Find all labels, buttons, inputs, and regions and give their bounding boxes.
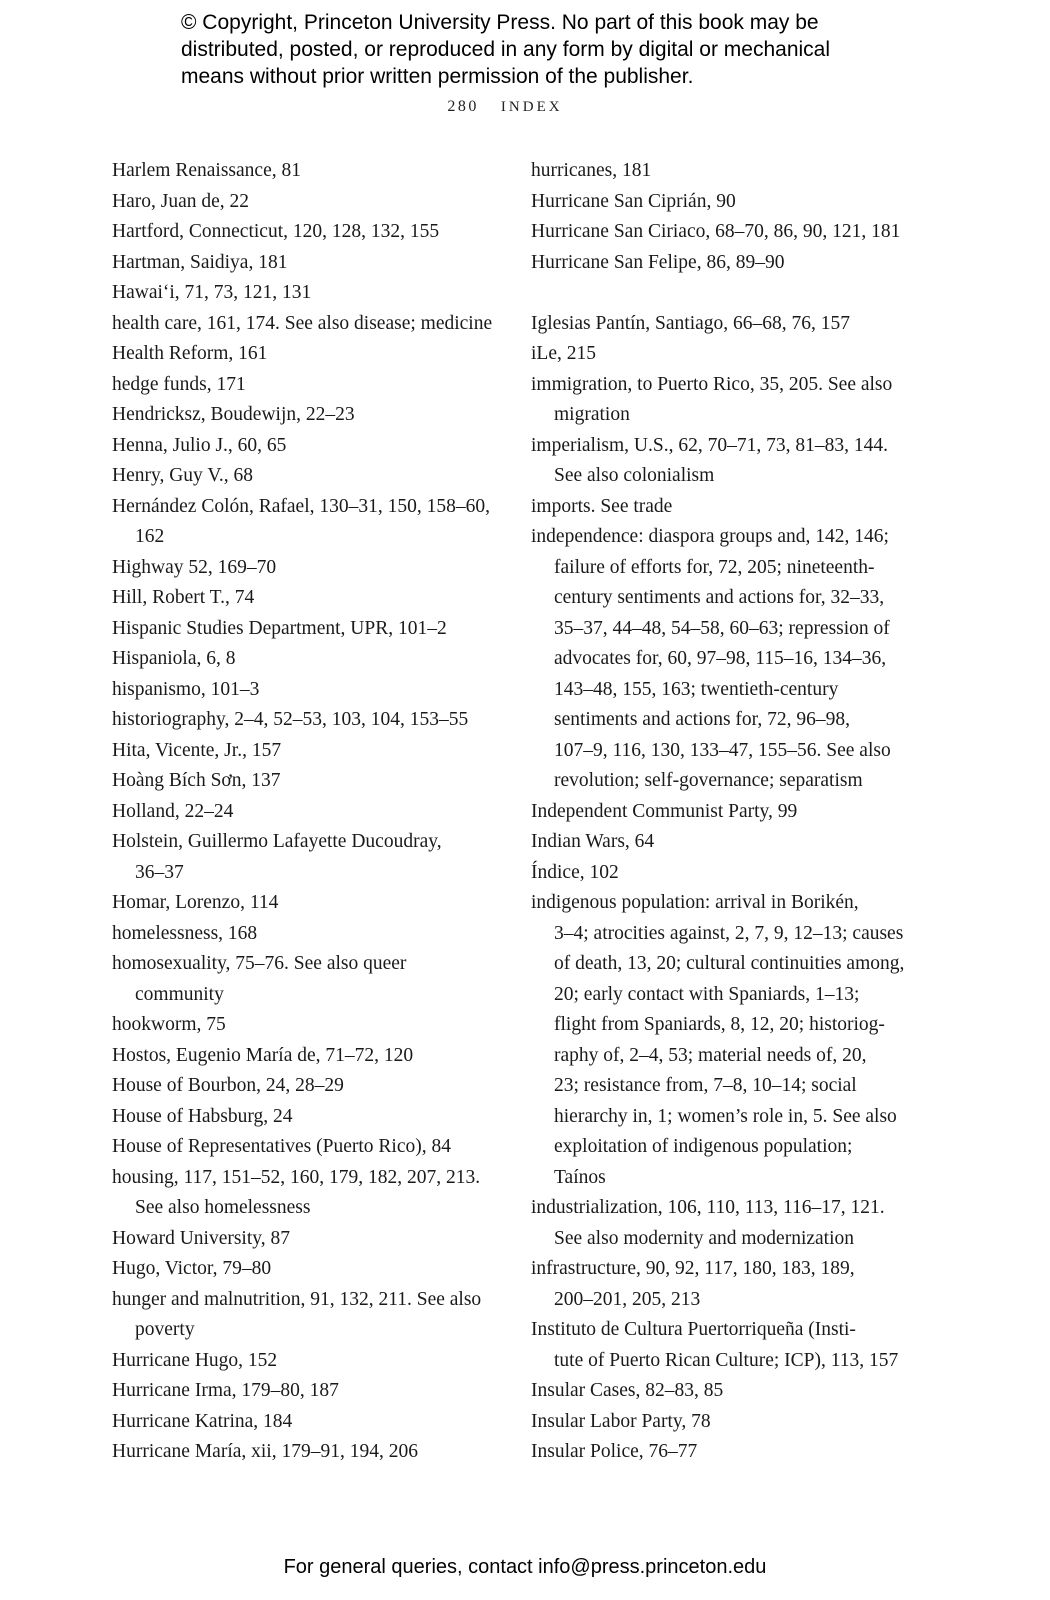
section-title: INDEX (500, 99, 563, 115)
index-entry: Howard University, 87 (112, 1227, 290, 1249)
index-entry: Henry, Guy V., 68 (112, 465, 254, 486)
index-entry: Holland, 22–24 (112, 800, 234, 822)
index-entry-continuation: 143–48, 155, 163; twentieth-century (554, 678, 839, 700)
index-entry: Índice, 102 (531, 861, 619, 883)
index-entry: Hill, Robert T., 74 (112, 587, 255, 608)
index-entry: Independent Communist Party, 99 (531, 800, 798, 822)
index-entry-continuation: See also colonialism (554, 465, 715, 486)
index-column-right (531, 156, 921, 1468)
index-entry-continuation: 162 (135, 526, 165, 547)
index-column-left (112, 156, 497, 1468)
index-entry: Hendricksz, Boudewijn, 22–23 (112, 404, 355, 425)
index-entry: Homar, Lorenzo, 114 (112, 892, 279, 913)
index-entry: Hurricane San Ciprián, 90 (531, 190, 736, 212)
index-entry: Hugo, Victor, 79–80 (112, 1258, 272, 1279)
index-entry: Hawai‘i, 71, 73, 121, 131 (112, 282, 312, 303)
index-entry: Hurricane San Ciriaco, 68–70, 86, 90, 121, 181 (531, 221, 901, 242)
index-entry: imperialism, U.S., 62, 70–71, 73, 81–83, 144. (531, 434, 888, 456)
index-entry: Insular Cases, 82–83, 85 (531, 1380, 724, 1401)
index-entry: Hernández Colón, Rafael, 130–31, 150, 158–60, (112, 495, 491, 517)
index-entry-continuation: migration (554, 404, 630, 425)
index-entry-continuation: community (135, 983, 224, 1005)
index-entry-continuation: raphy of, 2–4, 53; material needs of, 20, (554, 1044, 867, 1066)
index-entry: infrastructure, 90, 92, 117, 180, 183, 189, (531, 1258, 855, 1279)
index-entry: Hartman, Saidiya, 181 (112, 251, 288, 273)
index-entry-continuation: hierarchy in, 1; women’s role in, 5. See also (554, 1105, 897, 1127)
index-entry-continuation: 36–37 (135, 861, 184, 883)
index-entry-continuation: century sentiments and actions for, 32–33, (554, 587, 885, 608)
copyright-line: means without prior written permission of the publisher. (181, 65, 694, 88)
section-gap (531, 278, 921, 309)
page-number: 280 (447, 98, 479, 115)
index-entry-continuation: See also modernity and modernization (554, 1227, 855, 1249)
index-entry: Hurricane Katrina, 184 (112, 1410, 293, 1432)
index-entry: imports. See trade (531, 495, 673, 517)
index-entry: independence: diaspora groups and, 142, 146; (531, 526, 889, 547)
footer-contact: For general queries, contact info@press.princeton.edu (283, 1556, 767, 1578)
index-entry-continuation: tute of Puerto Rican Culture; ICP), 113, 157 (554, 1349, 899, 1371)
index-entry: hispanismo, 101–3 (112, 678, 260, 700)
index-entry: Hartford, Connecticut, 120, 128, 132, 155 (112, 221, 440, 242)
index-entry: homelessness, 168 (112, 922, 258, 944)
index-entry: hedge funds, 171 (112, 373, 246, 395)
index-entry-continuation: sentiments and actions for, 72, 96–98, (554, 709, 851, 730)
index-entry-continuation: 3–4; atrocities against, 2, 7, 9, 12–13; causes (554, 922, 904, 944)
index-entry: indigenous population: arrival in Borikén, (531, 892, 859, 913)
index-entry-continuation: of death, 13, 20; cultural continuities among, (554, 953, 905, 974)
index-entry: Harlem Renaissance, 81 (112, 160, 301, 181)
index-entry: Hurricane Hugo, 152 (112, 1349, 278, 1371)
index-entry: housing, 117, 151–52, 160, 179, 182, 207, 213. (112, 1166, 481, 1188)
index-entry: immigration, to Puerto Rico, 35, 205. See also (531, 373, 893, 395)
index-entry: House of Habsburg, 24 (112, 1105, 293, 1127)
index-entry-continuation: 20; early contact with Spaniards, 1–13; (554, 983, 860, 1005)
index-entry: historiography, 2–4, 52–53, 103, 104, 153–55 (112, 709, 469, 730)
index-entry: House of Representatives (Puerto Rico), 84 (112, 1136, 452, 1157)
index-entry: Insular Police, 76–77 (531, 1441, 698, 1462)
index-entry: Hispanic Studies Department, UPR, 101–2 (112, 617, 447, 639)
copyright-line: © Copyright, Princeton University Press. No part of this book may be (181, 11, 819, 34)
index-entry-continuation: 200–201, 205, 213 (554, 1288, 701, 1310)
index-entry: House of Bourbon, 24, 28–29 (112, 1075, 344, 1096)
index-entry-continuation: revolution; self-governance; separatism (554, 770, 863, 791)
index-entry-continuation: Taínos (554, 1166, 606, 1188)
copyright-notice (181, 9, 961, 90)
index-entry: Health Reform, 161 (112, 343, 268, 364)
index-entry: hunger and malnutrition, 91, 132, 211. See also (112, 1288, 482, 1310)
running-head (0, 98, 1010, 116)
index-entry: industrialization, 106, 110, 113, 116–17, 121. (531, 1197, 885, 1218)
index-entry: health care, 161, 174. See also disease; medicine (112, 312, 493, 334)
index-entry: Hoàng Bích Sơn, 137 (112, 770, 281, 791)
index-entry-continuation: failure of efforts for, 72, 205; nineteenth- (554, 556, 875, 578)
index-entry-continuation: 23; resistance from, 7–8, 10–14; social (554, 1075, 857, 1096)
index-entry-continuation: advocates for, 60, 97–98, 115–16, 134–36, (554, 648, 887, 669)
copyright-line: distributed, posted, or reproduced in any form by digital or mechanical (181, 38, 831, 61)
index-entry: Hurricane María, xii, 179–91, 194, 206 (112, 1441, 418, 1462)
index-entry-continuation: 107–9, 116, 130, 133–47, 155–56. See also (554, 739, 891, 761)
index-entry-continuation: flight from Spaniards, 8, 12, 20; historiog- (554, 1014, 885, 1035)
index-entry: Instituto de Cultura Puertorriqueña (Insti- (531, 1319, 856, 1340)
index-entry: Henna, Julio J., 60, 65 (112, 434, 287, 456)
index-entry-continuation: poverty (135, 1319, 195, 1340)
index-entry: iLe, 215 (531, 343, 596, 364)
index-entry: hookworm, 75 (112, 1014, 226, 1035)
index-entry: Indian Wars, 64 (531, 831, 655, 852)
index-entry: Holstein, Guillermo Lafayette Ducoudray, (112, 831, 442, 852)
index-entry: hurricanes, 181 (531, 160, 652, 181)
index-entry: Hispaniola, 6, 8 (112, 648, 236, 669)
index-entry: Hita, Vicente, Jr., 157 (112, 739, 282, 761)
index-entry-continuation: 35–37, 44–48, 54–58, 60–63; repression of (554, 617, 890, 639)
index-entry: Insular Labor Party, 78 (531, 1410, 711, 1432)
index-entry: Hostos, Eugenio María de, 71–72, 120 (112, 1044, 414, 1066)
index-entry-continuation: exploitation of indigenous population; (554, 1136, 853, 1157)
index-entry: Highway 52, 169–70 (112, 556, 277, 578)
index-entry: Hurricane Irma, 179–80, 187 (112, 1380, 339, 1401)
index-entry-continuation: See also homelessness (135, 1197, 311, 1218)
index-entry: Iglesias Pantín, Santiago, 66–68, 76, 157 (531, 312, 851, 334)
index-entry: homosexuality, 75–76. See also queer (112, 953, 407, 974)
index-entry: Hurricane San Felipe, 86, 89–90 (531, 251, 785, 273)
index-entry: Haro, Juan de, 22 (112, 190, 250, 212)
